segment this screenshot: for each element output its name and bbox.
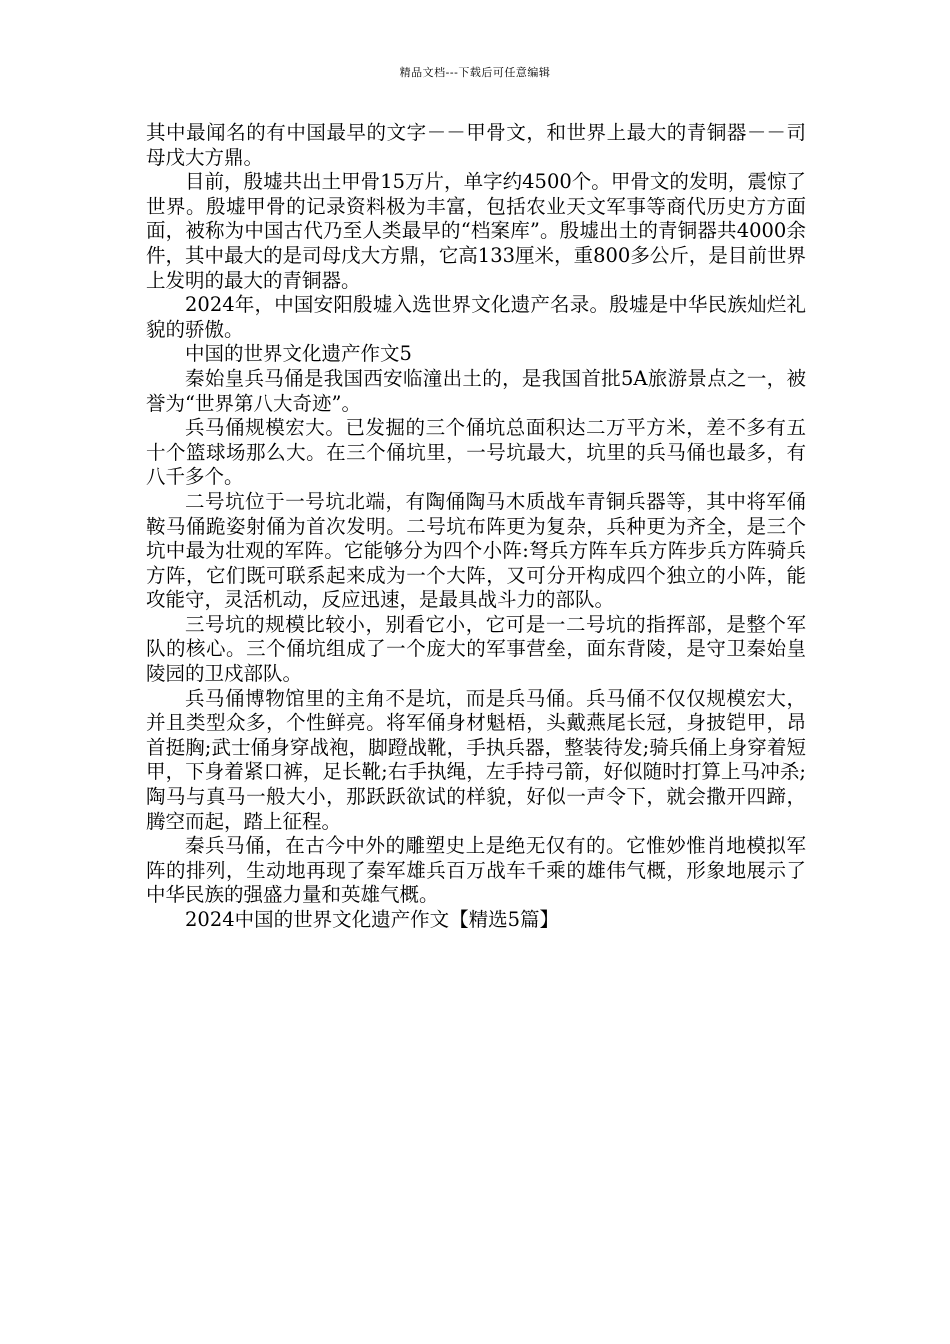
paragraph-3: 2024年，中国安阳殷墟入选世界文化遗产名录。殷墟是中华民族灿烂礼貌的骄傲。 [146, 293, 806, 341]
paragraph-1: 其中最闻名的有中国最早的文字－－甲骨文，和世界上最大的青铜器－－司母戊大方鼎。 [146, 121, 806, 169]
page-header: 精品文档---下载后可任意编辑 [399, 66, 551, 79]
paragraph-5: 秦始皇兵马俑是我国西安临潼出土的，是我国首批5A旅游景点之一，被誉为“世界第八大奇迹”。 [146, 366, 806, 415]
document-title-footer: 2024中国的世界文化遗产作文【精选5篇】 [185, 908, 560, 931]
section-heading: 中国的世界文化遗产作文5 [185, 342, 412, 366]
paragraph-6: 兵马俑规模宏大。已发掘的三个俑坑总面积达二万平方米，差不多有五十个篮球场那么大。在三个俑坑里，一号坑最大，坑里的兵马俑也最多，有八千多个。 [146, 416, 806, 489]
paragraph-9: 兵马俑博物馆里的主角不是坑，而是兵马俑。兵马俑不仅仅规模宏大，并且类型众多，个性鲜亮。将军俑身材魁梧，头戴燕尾长冠，身披铠甲，昂首挺胸;武士俑身穿战袍，脚蹬战靴，手执兵器，整装待发;骑兵俑上身穿着短甲，下身着紧口裤，足长靴;右手执绳，左手持弓箭，好似随时打算上马冲杀;陶马与真马一般大小，那跃跃欲试的样貌，好似一声令下，就会撒开四蹄，腾空而起，踏上征程。 [146, 686, 806, 833]
document-body [146, 121, 806, 933]
paragraph-8: 三号坑的规模比较小，别看它小，它可是一二号坑的指挥部，是整个军队的核心。三个俑坑组成了一个庞大的军事营垒，面东背陵，是守卫秦始皇陵园的卫戍部队。 [146, 612, 806, 686]
paragraph-7: 二号坑位于一号坑北端，有陶俑陶马木质战车青铜兵器等，其中将军俑鞍马俑跪姿射俑为首次发明。二号坑布阵更为复杂，兵种更为齐全，是三个坑中最为壮观的军阵。它能够分为四个小阵:弩兵方阵车兵方阵步兵方阵骑兵方阵，它们既可联系起来成为一个大阵，又可分开构成四个独立的小阵，能攻能守，灵活机动，反应迅速，是最具战斗力的部队。 [146, 489, 806, 612]
paragraph-2: 目前，殷墟共出土甲骨15万片，单字约4500个。甲骨文的发明，震惊了世界。殷墟甲骨的记录资料极为丰富，包括农业天文军事等商代历史方方面面，被称为中国古代乃至人类最早的“档案库”。殷墟出土的青铜器共4000余件，其中最大的是司母戊大方鼎，它高133厘米，重800多公斤，是目前世界上发明的最大的青铜器。 [146, 170, 806, 292]
paragraph-10: 秦兵马俑，在古今中外的雕塑史上是绝无仅有的。它惟妙惟肖地模拟军阵的排列，生动地再现了秦军雄兵百万战车千乘的雄伟气概，形象地展示了中华民族的强盛力量和英雄气概。 [146, 834, 806, 907]
